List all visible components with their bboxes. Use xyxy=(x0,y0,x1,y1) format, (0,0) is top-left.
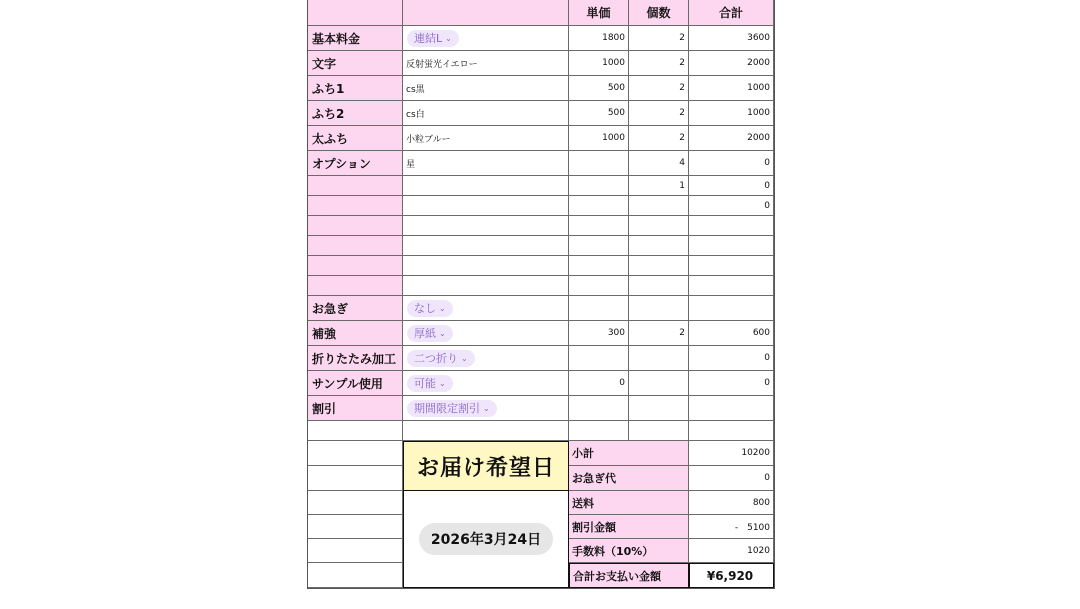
row-unit: 1000 xyxy=(569,51,629,76)
row-unit: 500 xyxy=(569,101,629,126)
row-total: 3600 xyxy=(689,26,774,51)
row-qty: 2 xyxy=(629,76,689,101)
row-total: 1000 xyxy=(689,76,774,101)
blank-cell xyxy=(308,466,403,491)
summary-value: 1020 xyxy=(689,539,774,563)
blank-cell xyxy=(308,515,403,539)
option-label: サンプル使用 xyxy=(308,371,403,396)
spacer-cell xyxy=(689,421,774,441)
row-total: 1000 xyxy=(689,101,774,126)
chevron-down-icon: ⌄ xyxy=(439,303,446,313)
option-unit xyxy=(569,396,629,421)
option-select-cell xyxy=(403,296,569,321)
sample-dropdown[interactable] xyxy=(407,375,453,392)
option-total: 0 xyxy=(689,371,774,396)
rush-dropdown[interactable] xyxy=(407,300,453,317)
option-unit xyxy=(569,346,629,371)
spacer-cell xyxy=(403,421,569,441)
discount-dropdown[interactable] xyxy=(407,400,497,417)
empty-cell xyxy=(403,256,569,276)
chevron-down-icon: ⌄ xyxy=(445,33,452,43)
chevron-down-icon: ⌄ xyxy=(439,328,446,338)
row-label: ふち1 xyxy=(308,76,403,101)
row-item: cs白 xyxy=(403,101,569,126)
empty-cell xyxy=(403,216,569,236)
grand-total-value: ¥6,920 xyxy=(689,563,774,588)
summary-label: 割引金額 xyxy=(569,515,689,539)
summary-label: お急ぎ代 xyxy=(569,466,689,491)
row-item: cs黒 xyxy=(403,76,569,101)
row-qty: 2 xyxy=(629,101,689,126)
row-qty: 4 xyxy=(629,151,689,176)
empty-cell xyxy=(689,216,774,236)
chevron-down-icon: ⌄ xyxy=(461,353,468,363)
row-item xyxy=(403,26,569,51)
row-unit: 1000 xyxy=(569,126,629,151)
blank-cell xyxy=(308,491,403,515)
empty-cell xyxy=(569,216,629,236)
empty-cell xyxy=(629,276,689,296)
summary-label: 手数料（10%） xyxy=(569,539,689,563)
option-label: お急ぎ xyxy=(308,296,403,321)
empty-cell xyxy=(569,236,629,256)
empty-cell xyxy=(569,256,629,276)
empty-cell xyxy=(629,256,689,276)
chevron-down-icon: ⌄ xyxy=(439,378,446,388)
row-label: ふち2 xyxy=(308,101,403,126)
empty-cell xyxy=(629,216,689,236)
option-label: 補強 xyxy=(308,321,403,346)
grand-total-label: 合計お支払い金額 xyxy=(569,563,689,588)
blank-cell xyxy=(308,539,403,563)
plan-dropdown[interactable] xyxy=(407,30,459,47)
option-total xyxy=(689,396,774,421)
header-blank-b xyxy=(403,0,569,26)
row-total: 2000 xyxy=(689,51,774,76)
blank-cell xyxy=(308,441,403,466)
row-label: 文字 xyxy=(308,51,403,76)
plan-dropdown-label: 連結L xyxy=(414,32,443,45)
header-qty: 個数 xyxy=(629,0,689,26)
summary-label: 送料 xyxy=(569,491,689,515)
empty-row-label xyxy=(308,276,403,296)
option-label: 折りたたみ加工 xyxy=(308,346,403,371)
option-unit: 0 xyxy=(569,371,629,396)
sample-dropdown-label: 可能 xyxy=(414,377,436,390)
option-unit xyxy=(569,296,629,321)
option-qty xyxy=(629,296,689,321)
empty-row-label xyxy=(308,236,403,256)
delivery-title: お届け希望日 xyxy=(403,441,569,491)
row-unit xyxy=(569,151,629,176)
header-unit-price: 単価 xyxy=(569,0,629,26)
empty-cell xyxy=(629,236,689,256)
row-qty: 2 xyxy=(629,126,689,151)
header-blank-a xyxy=(308,0,403,26)
option-qty xyxy=(629,371,689,396)
row-label: 基本料金 xyxy=(308,26,403,51)
row-item xyxy=(403,196,569,216)
option-select-cell xyxy=(403,371,569,396)
summary-label: 小計 xyxy=(569,441,689,466)
option-qty: 2 xyxy=(629,321,689,346)
empty-row-label xyxy=(308,216,403,236)
chevron-down-icon: ⌄ xyxy=(483,403,490,413)
row-item: 反射蛍光イエロー xyxy=(403,51,569,76)
folding-dropdown-label: 二つ折り xyxy=(414,352,458,365)
summary-value: 10200 xyxy=(689,441,774,466)
option-label: 割引 xyxy=(308,396,403,421)
option-select-cell xyxy=(403,396,569,421)
row-item xyxy=(403,176,569,196)
empty-row-label xyxy=(308,256,403,276)
option-unit: 300 xyxy=(569,321,629,346)
row-label: オプション xyxy=(308,151,403,176)
option-qty xyxy=(629,396,689,421)
row-total: 0 xyxy=(689,196,774,216)
empty-cell xyxy=(403,236,569,256)
row-total: 2000 xyxy=(689,126,774,151)
estimate-sheet xyxy=(307,0,775,589)
summary-value: 800 xyxy=(689,491,774,515)
option-total: 0 xyxy=(689,346,774,371)
row-unit: 500 xyxy=(569,76,629,101)
row-total: 0 xyxy=(689,176,774,196)
spacer-cell xyxy=(569,421,629,441)
empty-cell xyxy=(689,256,774,276)
reinforcement-dropdown-label: 厚紙 xyxy=(414,327,436,340)
discount-dropdown-label: 期間限定割引 xyxy=(414,402,480,415)
delivery-date[interactable]: 2026年3月24日 xyxy=(419,523,553,555)
option-total xyxy=(689,296,774,321)
row-label xyxy=(308,176,403,196)
empty-cell xyxy=(403,276,569,296)
row-total: 0 xyxy=(689,151,774,176)
row-qty: 2 xyxy=(629,26,689,51)
row-qty xyxy=(629,196,689,216)
empty-cell xyxy=(689,276,774,296)
empty-cell xyxy=(689,236,774,256)
row-label xyxy=(308,196,403,216)
option-qty xyxy=(629,346,689,371)
delivery-date-box xyxy=(403,491,569,588)
summary-value: 0 xyxy=(689,466,774,491)
row-item: 星 xyxy=(403,151,569,176)
reinforcement-dropdown[interactable] xyxy=(407,325,453,342)
row-item: 小粒ブルー xyxy=(403,126,569,151)
rush-dropdown-label: なし xyxy=(414,302,436,315)
empty-cell xyxy=(569,276,629,296)
folding-dropdown[interactable] xyxy=(407,350,475,367)
row-unit xyxy=(569,196,629,216)
spacer-cell xyxy=(629,421,689,441)
row-qty: 1 xyxy=(629,176,689,196)
row-qty: 2 xyxy=(629,51,689,76)
row-label: 太ふち xyxy=(308,126,403,151)
row-unit xyxy=(569,176,629,196)
row-unit: 1800 xyxy=(569,26,629,51)
option-select-cell xyxy=(403,321,569,346)
option-select-cell xyxy=(403,346,569,371)
summary-value: - 5100 xyxy=(689,515,774,539)
spacer-cell xyxy=(308,421,403,441)
blank-cell xyxy=(308,563,403,588)
header-total: 合計 xyxy=(689,0,774,26)
option-total: 600 xyxy=(689,321,774,346)
